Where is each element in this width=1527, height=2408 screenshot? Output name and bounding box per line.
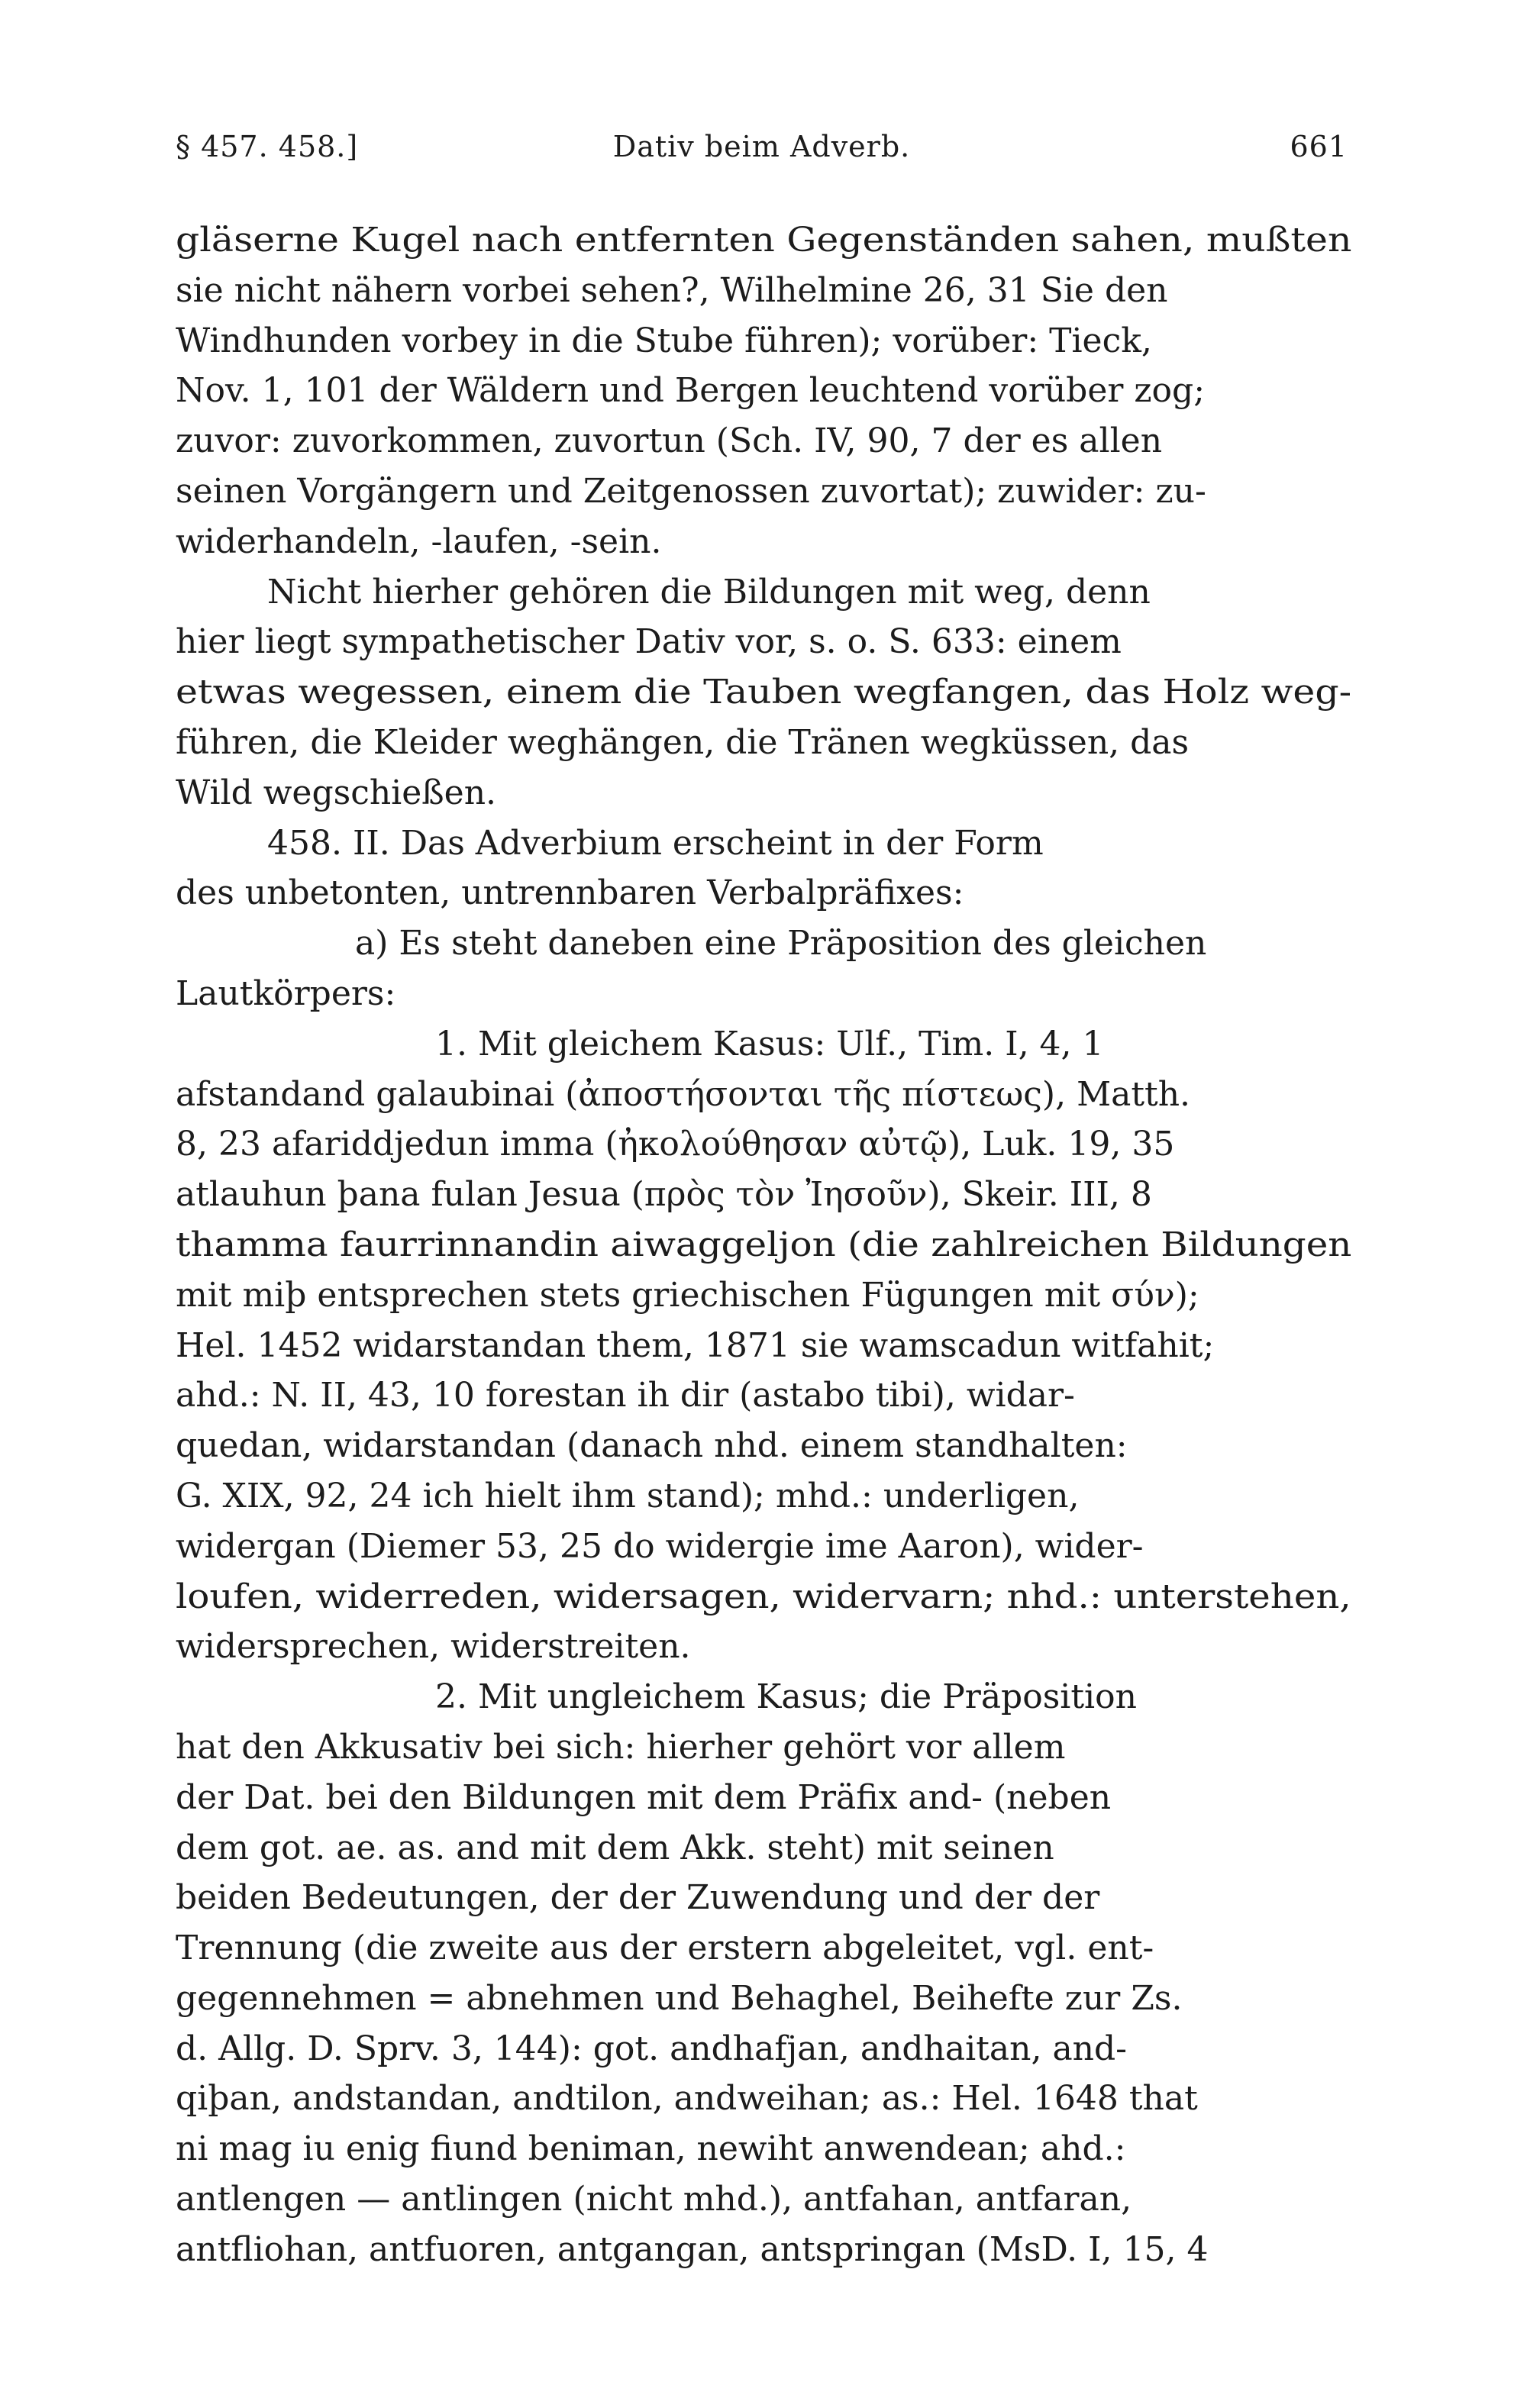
text-line: Wild wegschießen. [176, 773, 497, 812]
text-line: afstandand galaubinai (ἀποστήσονται τῆς πίστεως), Matth. [176, 1074, 1191, 1114]
running-title: Dativ beim Adverb. [612, 130, 911, 163]
running-header [176, 130, 1348, 176]
body-text [176, 215, 1351, 2275]
text-line: hier liegt sympathetischer Dativ vor, s. o. S. 633: einem [176, 622, 1122, 662]
text-line: sie nicht nähern vorbei sehen?, Wilhelmine 26, 31 Sie den [176, 270, 1168, 310]
text-line: Nov. 1, 101 der Wäldern und Bergen leuchtend vorüber zog; [176, 371, 1206, 411]
text-line: widergan (Diemer 53, 25 do widergie ime Aaron), wider- [176, 1526, 1144, 1566]
text-line: Lautkörpers: [176, 973, 396, 1013]
text-line: qiþan, andstandan, andtilon, andweihan; as.: Hel. 1648 that [176, 2079, 1198, 2119]
text-line: G. XIX, 92, 24 ich hielt ihm stand); mhd.: underligen, [176, 1476, 1080, 1515]
text-line: des unbetonten, untrennbaren Verbalpräfixes: [176, 873, 964, 913]
text-line: atlauhun þana fulan Jesua (πρὸς τὸν Ἰησοῦν), Skeir. III, 8 [176, 1175, 1152, 1215]
text-line: thamma faurrinnandin aiwaggeljon (die zahlreichen Bildungen [176, 1225, 1352, 1264]
text-line: beiden Bedeutungen, der der Zuwendung und der der [176, 1878, 1100, 1918]
text-line: 2. Mit ungleichem Kasus; die Präposition [435, 1677, 1137, 1717]
text-line: ahd.: N. II, 43, 10 forestan ih dir (astabo tibi), widar- [176, 1376, 1075, 1415]
text-line: antfliohan, antfuoren, antgangan, antspringan (MsD. I, 15, 4 [176, 2229, 1209, 2269]
text-line: etwas wegessen, einem die Tauben wegfangen, das Holz weg- [176, 673, 1352, 712]
text-line: d. Allg. D. Sprv. 3, 144): got. andhafjan, andhaitan, and- [176, 2029, 1128, 2068]
text-line: seinen Vorgängern und Zeitgenossen zuvortat); zuwider: zu- [176, 471, 1206, 511]
section-reference: § 457. 458.] [176, 130, 359, 163]
text-line: Trennung (die zweite aus der erstern abgeleitet, vgl. ent- [176, 1929, 1154, 1968]
text-line: dem got. ae. as. and mit dem Akk. steht) mit seinen [176, 1828, 1054, 1867]
text-line: Nicht hierher gehören die Bildungen mit weg, denn [267, 572, 1151, 612]
text-line: quedan, widarstandan (danach nhd. einem standhalten: [176, 1426, 1128, 1466]
text-line: führen, die Kleider weghängen, die Tränen wegküssen, das [176, 722, 1190, 762]
section-heading-line: 458. II. Das Adverbium erscheint in der Form [267, 823, 1044, 863]
text-line: Windhunden vorbey in die Stube führen); vorüber: Tieck, [176, 321, 1152, 360]
text-line: hat den Akkusativ bei sich: hierher gehört vor allem [176, 1727, 1066, 1767]
text-line: 1. Mit gleichem Kasus: Ulf., Tim. I, 4, 1 [435, 1024, 1104, 1064]
text-line: widerhandeln, -laufen, -sein. [176, 521, 662, 561]
text-line: mit miþ entsprechen stets griechischen Fügungen mit σύν); [176, 1275, 1199, 1315]
page-number: 661 [1290, 130, 1348, 163]
text-line: widersprechen, widerstreiten. [176, 1627, 691, 1667]
text-line: 8, 23 afariddjedun imma (ἠκολούθησαν αὐτῷ), Luk. 19, 35 [176, 1125, 1175, 1164]
text-line: Hel. 1452 widarstandan them, 1871 sie wamscadun witfahit; [176, 1325, 1215, 1365]
text-line: gläserne Kugel nach entfernten Gegenständen sahen, mußten [176, 221, 1352, 260]
text-line: ni mag iu enig fiund beniman, newiht anwendean; ahd.: [176, 2129, 1126, 2169]
text-line: antlengen — antlingen (nicht mhd.), antfahan, antfaran, [176, 2180, 1132, 2219]
text-line: gegennehmen = abnehmen und Behaghel, Beihefte zur Zs. [176, 1978, 1183, 2018]
text-line: zuvor: zuvorkommen, zuvortun (Sch. IV, 90, 7 der es allen [176, 421, 1163, 461]
text-line: a) Es steht daneben eine Präposition des gleichen [355, 924, 1207, 964]
text-line: loufen, widerreden, widersagen, widervarn; nhd.: unterstehen, [176, 1577, 1351, 1616]
text-line: der Dat. bei den Bildungen mit dem Präfix and- (neben [176, 1777, 1112, 1817]
